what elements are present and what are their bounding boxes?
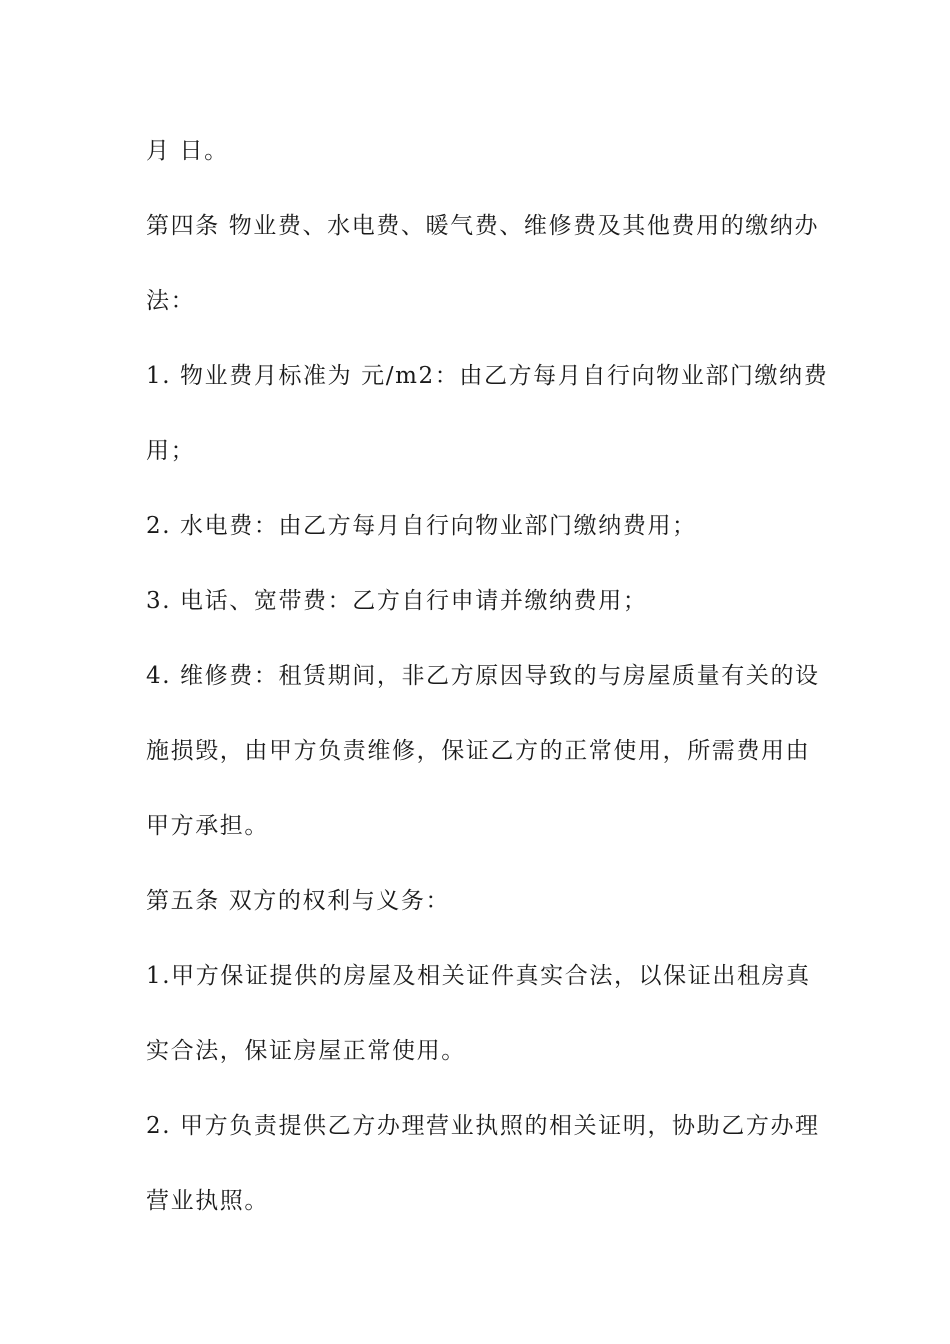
text-line: 施损毁，由甲方负责维修，保证乙方的正常使用，所需费用由 — [146, 738, 811, 764]
article-four-heading: 第四条 物业费、水电费、暖气费、维修费及其他费用的缴纳办 — [146, 213, 820, 239]
list-item: 4. 维修费：租赁期间，非乙方原因导致的与房屋质量有关的设 — [146, 663, 820, 689]
text-line: 实合法，保证房屋正常使用。 — [146, 1038, 466, 1064]
text-line: 甲方承担。 — [146, 813, 269, 839]
article-five-heading: 第五条 双方的权利与义务： — [146, 888, 451, 914]
text-line: 月 日。 — [146, 138, 229, 164]
list-item: 1.甲方保证提供的房屋及相关证件真实合法，以保证出租房真 — [146, 963, 811, 989]
text-line: 法： — [146, 288, 196, 314]
list-item: 2. 甲方负责提供乙方办理营业执照的相关证明，协助乙方办理 — [146, 1113, 820, 1139]
text-line: 营业执照。 — [146, 1188, 269, 1214]
list-item: 3. 电话、宽带费：乙方自行申请并缴纳费用； — [146, 588, 648, 614]
list-item: 2. 水电费：由乙方每月自行向物业部门缴纳费用； — [146, 513, 697, 539]
text-line: 用； — [146, 438, 196, 464]
list-item: 1. 物业费月标准为 元/m2：由乙方每月自行向物业部门缴纳费 — [146, 363, 829, 389]
